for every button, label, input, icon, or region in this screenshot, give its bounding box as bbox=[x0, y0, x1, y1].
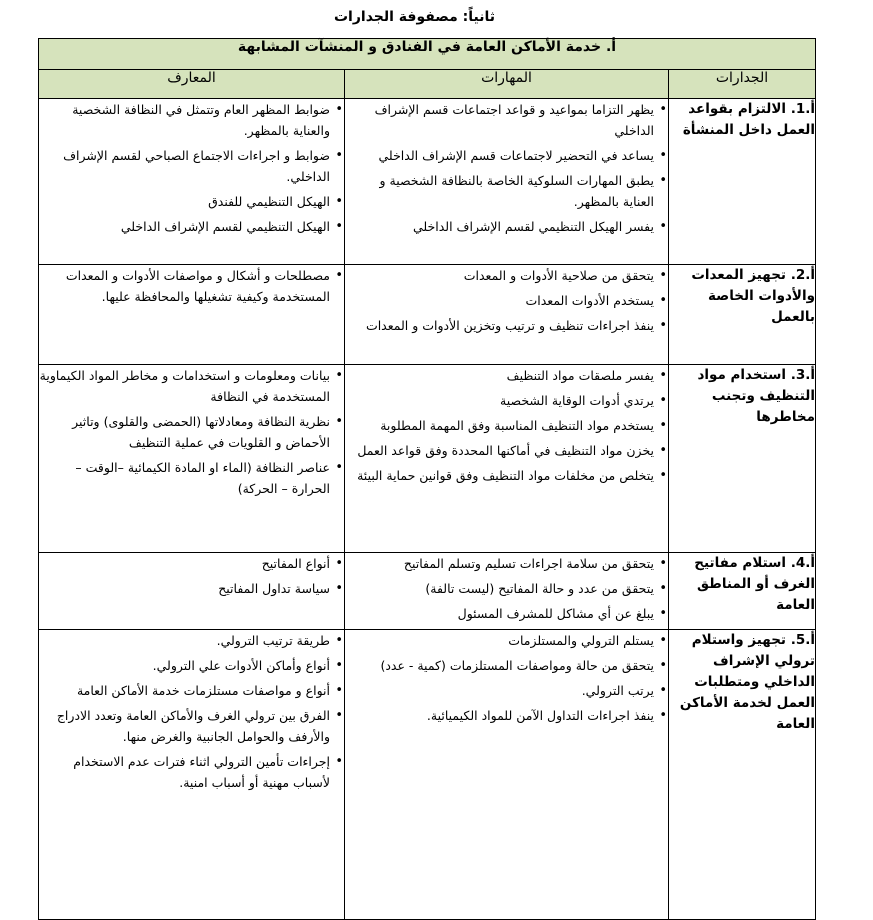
skill-item: • يستلم الترولي والمستلزمات bbox=[345, 630, 654, 651]
skill-item: • يتخلص من مخلفات مواد التنظيف وفق قوانين حماية البيئة bbox=[345, 465, 654, 486]
knowledge-item: • طريقة ترتيب الترولي. bbox=[39, 630, 330, 651]
knowledge-cell bbox=[39, 553, 345, 630]
knowledge-item: • مصطلحات و أشكال و مواصفات الأدوات و المعدات المستخدمة وكيفية تشغيلها والمحافظة عليها. bbox=[39, 265, 330, 307]
competency-cell: أ.3. استخدام مواد التنظيف وتجنب مخاطرها bbox=[669, 365, 816, 553]
table-row bbox=[39, 99, 816, 265]
skill-item: • يتحقق من سلامة اجراءات تسليم وتسلم المفاتيح bbox=[345, 553, 654, 574]
skill-item: • ينفذ اجراءات تنظيف و ترتيب وتخزين الأدوات و المعدات bbox=[345, 315, 654, 336]
knowledge-item: • ضوابط و اجراءات الاجتماع الصباحي لقسم الإشراف الداخلي. bbox=[39, 145, 330, 187]
column-header-skills: المهارات bbox=[345, 70, 669, 99]
knowledge-cell bbox=[39, 265, 345, 365]
skills-cell bbox=[345, 553, 669, 630]
table-banner: أ. خدمة الأماكن العامة في الفنادق و المنشآت المشابهة bbox=[39, 39, 816, 70]
competency-cell: أ.2. تجهيز المعدات والأدوات الخاصة بالعمل bbox=[669, 265, 816, 365]
knowledge-cell bbox=[39, 630, 345, 920]
column-header-competencies: الجدارات bbox=[669, 70, 816, 99]
skill-item: • يبلغ عن أي مشاكل للمشرف المسئول bbox=[345, 603, 654, 624]
competency-matrix-table bbox=[38, 38, 816, 920]
skill-item: • يظهر التزاما بمواعيد و قواعد اجتماعات قسم الإشراف الداخلي bbox=[345, 99, 654, 141]
competency-cell: أ.5. تجهيز واستلام ترولي الإشراف الداخلي ومتطلبات العمل لخدمة الأماكن العامة bbox=[669, 630, 816, 920]
page-title: ثانياً: مصفوفة الجدارات bbox=[333, 9, 495, 25]
skill-item: • يرتب الترولي. bbox=[345, 680, 654, 701]
table-row bbox=[39, 365, 816, 553]
skill-item: • يستخدم الأدوات المعدات bbox=[345, 290, 654, 311]
skill-item: • يرتدي أدوات الوقاية الشخصية bbox=[345, 390, 654, 411]
knowledge-item: • أنواع المفاتيح bbox=[39, 553, 330, 574]
knowledge-item: • أنواع وأماكن الأدوات علي الترولي. bbox=[39, 655, 330, 676]
skill-item: • يستخدم مواد التنظيف المناسبة وفق المهمة المطلوبة bbox=[345, 415, 654, 436]
knowledge-item: • بيانات ومعلومات و استخدامات و مخاطر المواد الكيماوية المستخدمة في النظافة bbox=[39, 365, 330, 407]
table-row bbox=[39, 265, 816, 365]
skills-cell bbox=[345, 365, 669, 553]
knowledge-item: • سياسة تداول المفاتيح bbox=[39, 578, 330, 599]
skills-cell bbox=[345, 99, 669, 265]
skill-item: • يطبق المهارات السلوكية الخاصة بالنظافة الشخصية و العناية بالمظهر. bbox=[345, 170, 654, 212]
skill-item: • يفسر ملصقات مواد التنظيف bbox=[345, 365, 654, 386]
skill-item: • يساعد في التحضير لاجتماعات قسم الإشراف الداخلي bbox=[345, 145, 654, 166]
column-header-knowledge: المعارف bbox=[39, 70, 345, 99]
knowledge-item: • نظرية النظافة ومعادلاتها (الحمضى والقلوى) وتاثير الأحماض و القلويات في عملية التنظيف bbox=[39, 411, 330, 453]
knowledge-item: • الفرق بين ترولي الغرف والأماكن العامة وتعدد الادراج والأرفف والحوامل الجانبية والغرض منها. bbox=[39, 705, 330, 747]
competency-cell: أ.4. استلام مفاتيح الغرف أو المناطق العامة bbox=[669, 553, 816, 630]
skill-item: • يتحقق من حالة ومواصفات المستلزمات (كمية - عدد) bbox=[345, 655, 654, 676]
skill-item: • ينفذ اجراءات التداول الآمن للمواد الكيميائية. bbox=[345, 705, 654, 726]
knowledge-cell bbox=[39, 365, 345, 553]
knowledge-item: • أنواع و مواصفات مستلزمات خدمة الأماكن العامة bbox=[39, 680, 330, 701]
knowledge-item: • الهيكل التنظيمي للفندق bbox=[39, 191, 330, 212]
knowledge-item: • عناصر النظافة (الماء او المادة الكيمائية –الوقت –الحرارة – الحركة) bbox=[39, 457, 330, 499]
competency-cell: أ.1. الالتزام بقواعد العمل داخل المنشأة bbox=[669, 99, 816, 265]
knowledge-cell bbox=[39, 99, 345, 265]
knowledge-item: • الهيكل التنظيمي لقسم الإشراف الداخلي bbox=[39, 216, 330, 237]
knowledge-item: • إجراءات تأمين الترولي اثناء فترات عدم الاستخدام لأسباب مهنية أو أسباب امنية. bbox=[39, 751, 330, 793]
table-row bbox=[39, 553, 816, 630]
skill-item: • يخزن مواد التنظيف في أماكنها المحددة وفق قواعد العمل bbox=[345, 440, 654, 461]
skill-item: • يفسر الهيكل التنظيمي لقسم الإشراف الداخلي bbox=[345, 216, 654, 237]
skills-cell bbox=[345, 265, 669, 365]
skills-cell bbox=[345, 630, 669, 920]
skill-item: • يتحقق من صلاحية الأدوات و المعدات bbox=[345, 265, 654, 286]
skill-item: • يتحقق من عدد و حالة المفاتيح (ليست تالفة) bbox=[345, 578, 654, 599]
table-row bbox=[39, 630, 816, 920]
knowledge-item: • ضوابط المظهر العام وتتمثل في النظافة الشخصية والعناية بالمظهر. bbox=[39, 99, 330, 141]
